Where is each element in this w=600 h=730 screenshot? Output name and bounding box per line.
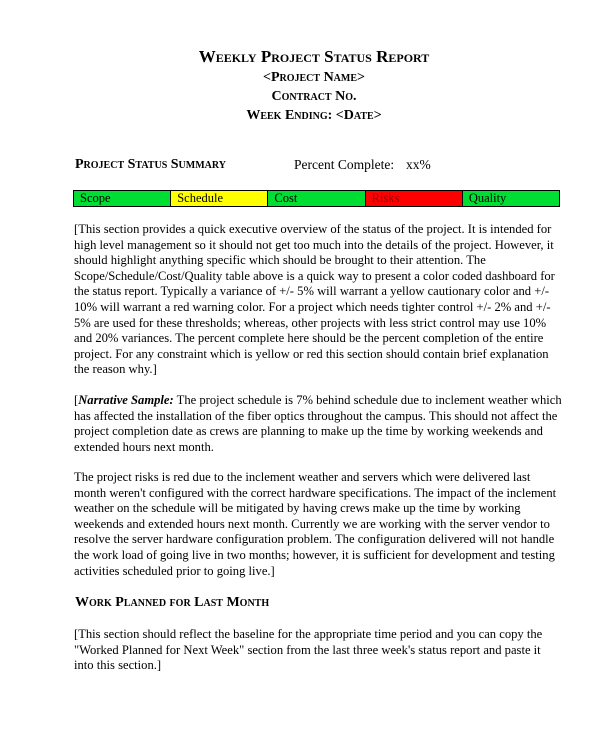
project-name: <Project Name> [262, 70, 365, 85]
paragraph-line: resolve the server hardware configuration problem. The configuration delivered will not handle [74, 532, 555, 547]
paragraph-line: the status report. Typically a variance of +/- 5% will warrant a yellow cautionary color and +/- [74, 284, 550, 299]
summary-heading: Project Status Summary [75, 157, 226, 172]
work-planned-heading: Work Planned for Last Month [75, 595, 270, 610]
paragraph-line: weather on the schedule will be mitigated by having crews make up the time by working [74, 501, 521, 516]
paragraph-line: the reason why.] [74, 362, 157, 377]
paragraph-line: project completion date as crews are planning to make up the time by working weekends and [74, 424, 543, 439]
paragraph-line: has affected the installation of the fiber optics throughout the campus. This should not affect the [74, 408, 558, 423]
paragraph-line: "Worked Planned for Next Week" section from the last three week's status report and paste it [74, 642, 541, 657]
contract-number: Contract No. [271, 89, 357, 104]
paragraph-line: [This section provides a quick executive overview of the status of the project. It is intended for [74, 222, 552, 236]
week-ending: Week Ending: <Date> [246, 108, 382, 123]
paragraph-line [74, 393, 562, 409]
paragraph-line: activities scheduled prior to going live.] [74, 563, 275, 578]
status-cell-quality: Quality [463, 191, 559, 206]
report-title: Weekly Project Status Report [198, 47, 430, 66]
bracket-open: [ [74, 393, 79, 407]
paragraph-line: and 20% variances. The percent complete here should be the percent completion of the entire [74, 331, 544, 346]
paragraph-line: the work load of going live in two months; however, it is sufficient for development and testing [74, 547, 555, 562]
work-planned-paragraph [74, 627, 552, 674]
paragraph-line: high level management so it should not get too much into the details of the project. However, it [74, 237, 554, 252]
status-cell-cost: Cost [268, 191, 365, 206]
summary-row [75, 157, 565, 175]
paragraph-line: extended hours next month. [74, 439, 214, 454]
narrative-sample-paragraph [74, 393, 562, 455]
paragraph-line: [This section should reflect the baseline for the appropriate time period and you can copy the [74, 627, 543, 641]
report-header [0, 46, 600, 125]
paragraph-line: Scope/Schedule/Cost/Quality table above is a quick way to present a color coded dashboard for [74, 268, 555, 283]
status-cell-schedule: Schedule [171, 191, 268, 206]
paragraph-line: into this section.] [74, 658, 162, 673]
status-dashboard-table [73, 190, 560, 207]
paragraph-line: 10% will warrant a red warning color. For a project which needs tighter control +/- 2% and +/- [74, 299, 551, 314]
paragraph-line: weekends and extended hours next month. Currently we are working with the server vendor to [74, 516, 550, 531]
status-cell-scope: Scope [74, 191, 171, 206]
summary-intro-paragraph [74, 222, 555, 378]
narrative-first-line: The project schedule is 7% behind schedule due to inclement weather which [173, 393, 562, 407]
percent-complete-value: xx% [406, 157, 431, 172]
paragraph-line: 5% are used for these thresholds; whereas, other projects with less strict control may use 10% [74, 315, 547, 330]
paragraph-line: The project risks is red due to the inclement weather and servers which were delivered last [74, 470, 531, 484]
narrative-sample-label: Narrative Sample: [78, 393, 174, 407]
paragraph-line: month weren't configured with the correct hardware specifications. The impact of the inclement [74, 485, 557, 500]
paragraph-line: project. For any constraint which is yellow or red this section should contain brief explanation [74, 346, 549, 361]
status-cell-risks: Risks [366, 191, 463, 206]
risk-paragraph [74, 470, 557, 579]
percent-complete-label: Percent Complete: [294, 157, 395, 172]
paragraph-line: should highlight anything specific which should be brought to their attention. The [74, 253, 486, 268]
